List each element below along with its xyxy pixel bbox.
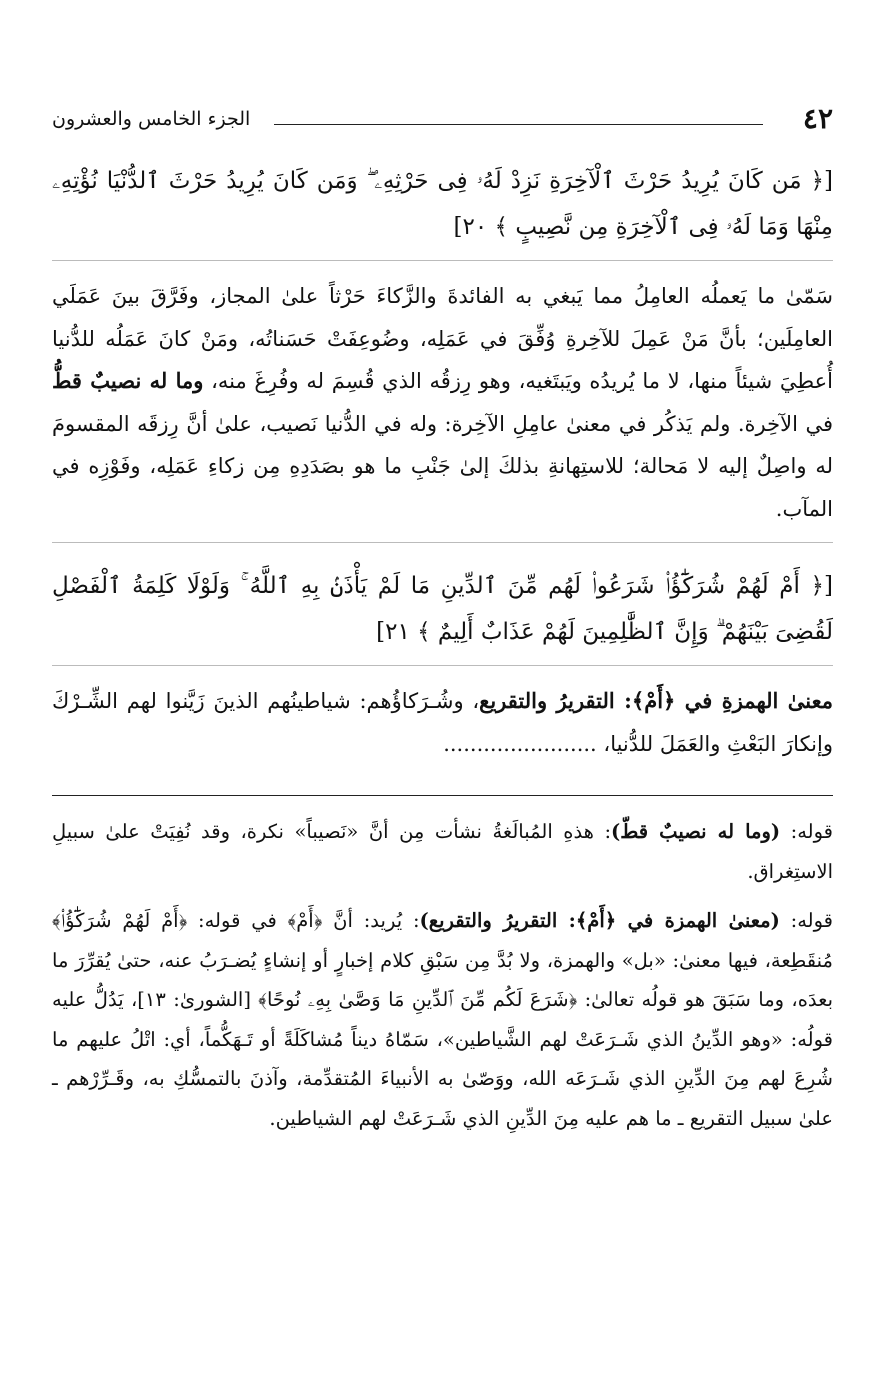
tafsir-text: في الآخِرة. ولم يَذكُر في معنىٰ عامِلِ الآخِرة: وله في الدُّنيا نَصيب، علىٰ أنَّ رِزقَه المقسومَ له واصِلٌ إليه لا مَحالة؛ للاستِهانةِ بذلكَ إلىٰ جَنْبِ ما هو بصَدَدِهِ مِن زكاءِ عَمَلِه، وفَوْزِه في المآب. xyxy=(52,411,833,521)
footnote-1 xyxy=(52,812,833,891)
footnotes xyxy=(52,812,833,1148)
quoted-phrase: وما له نصيبٌ قطُّ xyxy=(52,368,204,393)
note-quote: (وما له نصيبٌ قطّ) xyxy=(611,820,781,843)
page-header xyxy=(52,102,833,142)
note-quote: (معنىٰ الهمزة في ﴿أَمْ﴾: التقريرُ والتقريع) xyxy=(419,909,780,932)
tafsir-paragraph-20 xyxy=(52,275,833,543)
tafsir-text: ، وشُـرَكاؤُهم: شياطينُهم الذينَ زَيَّنوا لهم الشِّـرْكَ وإنكارَ البَعْثِ والعَمَلَ للدُّنيا، ....................... xyxy=(52,689,833,756)
footnote-2 xyxy=(52,901,833,1138)
tafsir-paragraph-21 xyxy=(52,680,833,777)
note-prefix: قوله: xyxy=(779,909,833,932)
tafsir-text: سَمّىٰ ما يَعملُه العامِلُ مما يَبغي به الفائدةَ والزَّكاءَ حَرْثاً علىٰ المجاز، وفَرَّقَ بينَ عَمَلَي العامِلَين؛ بأنَّ مَنْ عَمِلَ للآخِرةِ وُفِّقَ في عَمَلِه، وضُوعِفَتْ حَسَناتُه، ومَنْ كانَ عَمَلُه للدُّنيا أُعطِيَ شيئاً منها، لا ما يُريدُه ويَبتَغيه، وهو رِزقُه الذي قُسِمَ له وفُرِغَ منه، xyxy=(52,284,833,393)
quran-verse-20: [﴿ مَن كَانَ يُرِيدُ حَرْثَ ٱلْآخِرَةِ نَزِدْ لَهُۥ فِى حَرْثِهِۦ ۖ وَمَن كَانَ يُرِيدُ حَرْثَ ٱلدُّنْيَا نُؤْتِهِۦ مِنْهَا وَمَا لَهُۥ فِى ٱلْآخِرَةِ مِن نَّصِيبٍ ﴾ ٢٠] xyxy=(52,152,833,261)
note-text: : يُريد: أنَّ ﴿أَمْ﴾ في قوله: ﴿أَمْ لَهُمْ شُرَكَٰٓؤُا۟﴾ مُنقَطِعة، فيها معنىٰ: «بل» والهمزة، ولا بُدَّ مِن سَبْقِ كلام إخبارٍ أو إنشاءٍ يُضـرَبُ عنه، حتىٰ يُقرِّرَ ما بعدَه، وما سَبَقَ هو قولُه تعالىٰ: ﴿شَرَعَ لَكُم مِّنَ ٱلدِّينِ مَا وَصَّىٰ بِهِۦ نُوحًا﴾ [الشورىٰ: ١٣]، يَدُلُّ عليه قولُه: «وهو الدِّينُ الذي شَـرَعَتْ لهم الشَّياطين»، سَمّاهُ ديناً مُشاكَلَةً أو تَـهَكُّماً، أي: اتْلُ عليهم ما شُرِعَ لهم مِنَ الدِّينِ الذي شَـرَعَه الله، ووَصّىٰ به الأنبياءَ المُتقدِّمة، وآذنَ بالتمسُّكِ به، وقَـرِّرْهم ـ علىٰ سبيل التقريع ـ ما هم عليه مِنَ الدِّينِ الذي شَـرَعَتْ لهم الشياطين. xyxy=(52,909,834,1130)
main-text xyxy=(52,152,833,791)
quoted-phrase: معنىٰ الهمزةِ في ﴿أَمْ﴾: التقريرُ والتقريع xyxy=(479,688,833,713)
note-text: : هذهِ المُبالَغةُ نشأت مِن أنَّ «نَصيباً» نكرة، وقد نُفِيَتْ علىٰ سبيلِ الاستِغراق. xyxy=(52,820,833,883)
page-number: ٤٢ xyxy=(802,102,833,135)
footnote-divider xyxy=(52,795,833,796)
note-prefix: قوله: xyxy=(780,820,833,843)
part-title: الجزء الخامس والعشرون xyxy=(52,108,251,130)
header-divider xyxy=(274,124,763,125)
quran-verse-21: [﴿ أَمْ لَهُمْ شُرَكَٰٓؤُا۟ شَرَعُوا۟ لَهُم مِّنَ ٱلدِّينِ مَا لَمْ يَأْذَنۢ بِهِ ٱللَّهُ ۚ وَلَوْلَا كَلِمَةُ ٱلْفَصْلِ لَقُضِىَ بَيْنَهُمْ ۗ وَإِنَّ ٱلظَّٰلِمِينَ لَهُمْ عَذَابٌ أَلِيمٌ ﴾ ٢١] xyxy=(52,557,833,666)
